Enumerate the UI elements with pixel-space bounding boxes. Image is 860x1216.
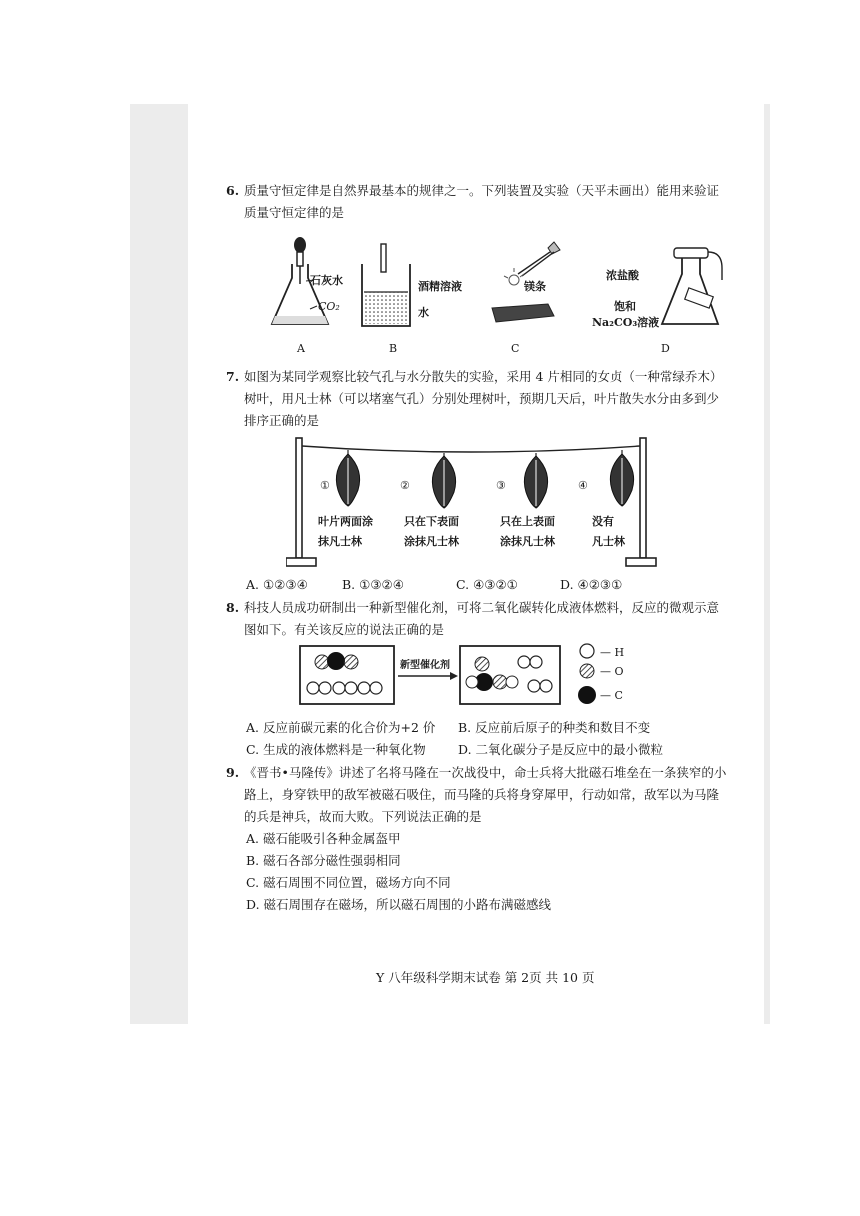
q6-caption-c: C — [511, 342, 520, 355]
q7-option-c: C. ④③②① — [456, 577, 518, 592]
q6-b-water-label: 水 — [418, 306, 429, 319]
q6-a-co2-label: CO₂ — [318, 300, 340, 313]
q8-option-d: D. 二氧化碳分子是反应中的最小微粒 — [458, 742, 664, 757]
q8-option-c: C. 生成的液体燃料是一种氧化物 — [246, 742, 426, 757]
q7-leaf4-label-1: 没有 — [592, 515, 614, 528]
reactants-box — [300, 646, 394, 704]
q7-number: 7. — [226, 369, 240, 384]
dropper-bulb — [294, 237, 306, 253]
left-stand — [296, 438, 302, 558]
q7-leaf3-label-2: 涂抹凡士林 — [500, 535, 555, 548]
q6-caption-a: A — [297, 342, 305, 355]
q7-option-a: A. ①②③④ — [246, 577, 308, 592]
q9-stem-line2: 路上，身穿铁甲的敌军被磁石吸住，而马隆的兵将身穿犀甲，行动如常，敌军以为马隆 — [244, 787, 720, 802]
q6-figure-b — [356, 242, 416, 330]
q6-figure-d — [656, 240, 728, 332]
q8-legend-c: — C — [600, 689, 623, 702]
q7-option-b: B. ①③②④ — [342, 577, 404, 592]
hanging-string — [302, 446, 640, 452]
leaf-1 — [336, 450, 359, 506]
q8-legend-h: — H — [600, 646, 625, 659]
q8-number: 8. — [226, 600, 240, 615]
leaf-2 — [432, 453, 455, 508]
q7-leaf1-label-2: 抹凡士林 — [318, 535, 362, 548]
q8-option-a: A. 反应前碳元素的化合价为+2 价 — [246, 720, 436, 735]
q8-legend-atoms — [576, 642, 598, 706]
q7-leaf2-label-1: 只在下表面 — [404, 515, 459, 528]
legend-o-atom — [580, 664, 594, 678]
legend-h-atom — [580, 644, 594, 658]
q7-leaf2-label-2: 涂抹凡士林 — [404, 535, 459, 548]
q9-stem-line3: 的兵是神兵，故而大败。下列说法正确的是 — [244, 809, 482, 824]
q9-stem-line1: 《晋书•马隆传》讲述了名将马隆在一次战役中，命士兵将大批磁石堆垒在一条狭窄的小 — [244, 765, 727, 780]
q7-leaf-figure — [286, 432, 658, 574]
q8-stem-line1: 科技人员成功研制出一种新型催化剂，可将二氧化碳转化成液体燃料，反应的微观示意 — [244, 600, 720, 615]
q6-caption-b: B — [389, 342, 398, 355]
asbestos-mesh — [492, 304, 554, 322]
q6-c-mg-label: 镁条 — [524, 280, 546, 293]
q6-d-sat-label-2: Na₂CO₃溶液 — [592, 316, 660, 329]
products-box — [460, 646, 560, 704]
q8-legend-o: — O — [600, 665, 624, 678]
leaf-4 — [610, 450, 633, 506]
q6-d-sat-label-1: 饱和 — [614, 300, 636, 313]
leaf-3 — [524, 453, 547, 508]
q6-number: 6. — [226, 183, 240, 198]
legend-c-atom — [578, 686, 596, 704]
q7-stem-line1: 如图为某同学观察比较气孔与水分散失的实验，采用 4 片相同的女贞（一种常绿乔木） — [244, 369, 723, 384]
q7-leaf1-number: ① — [320, 479, 330, 492]
q9-option-a: A. 磁石能吸引各种金属盔甲 — [246, 831, 401, 846]
q6-caption-d: D — [661, 342, 670, 355]
q9-option-d: D. 磁石周围存在磁场，所以磁石周围的小路布满磁感线 — [246, 897, 552, 912]
q7-leaf4-label-2: 凡士林 — [592, 535, 625, 548]
q7-leaf1-label-1: 叶片两面涂 — [318, 515, 373, 528]
q6-d-hcl-label: 浓盐酸 — [606, 269, 639, 282]
q6-stem-line1: 质量守恒定律是自然界最基本的规律之一。下列装置及实验（天平未画出）能用来验证 — [244, 183, 720, 198]
q8-stem-line2: 图如下。有关该反应的说法正确的是 — [244, 622, 445, 637]
q7-leaf3-number: ③ — [496, 479, 506, 492]
right-stand — [640, 438, 646, 558]
q8-option-b: B. 反应前后原子的种类和数目不变 — [458, 720, 651, 735]
stopper — [674, 248, 708, 258]
q6-b-alcohol-label: 酒精溶液 — [418, 280, 462, 293]
q7-stem-line2: 树叶，用凡士林（可以堵塞气孔）分别处理树叶，预期几天后，叶片散失水分由多到少 — [244, 391, 720, 406]
q6-a-limewater-label: 石灰水 — [310, 274, 343, 287]
co2-molecule — [315, 652, 358, 670]
q8-catalyst-label: 新型催化剂 — [400, 660, 450, 671]
page-footer: Y 八年级科学期末试卷 第 2页 共 10 页 — [376, 970, 595, 985]
dropper-neck — [297, 252, 303, 266]
q7-stem-line3: 排序正确的是 — [244, 413, 320, 428]
q9-option-b: B. 磁石各部分磁性强弱相同 — [246, 853, 401, 868]
q7-option-d: D. ④②③① — [560, 577, 623, 592]
q7-leaf2-number: ② — [400, 479, 410, 492]
flame — [509, 275, 519, 285]
test-tube — [381, 244, 386, 272]
q9-number: 9. — [226, 765, 240, 780]
q9-option-c: C. 磁石周围不同位置，磁场方向不同 — [246, 875, 451, 890]
q7-leaf4-number: ④ — [578, 479, 588, 492]
q7-leaf3-label-1: 只在上表面 — [500, 515, 555, 528]
q6-stem-line2: 质量守恒定律的是 — [244, 205, 345, 220]
